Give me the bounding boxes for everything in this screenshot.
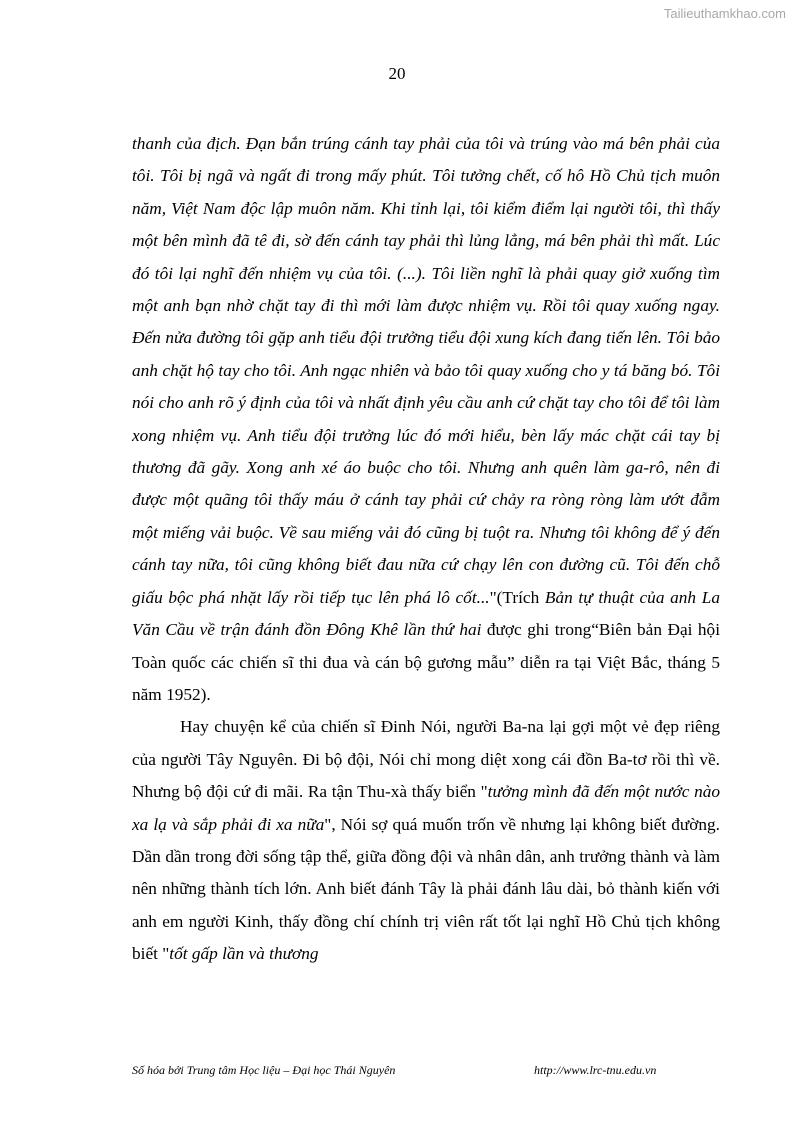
page-footer bbox=[132, 1063, 692, 1078]
paragraph-quote bbox=[132, 128, 720, 711]
paragraph-text: ", Nói sợ quá muốn trốn về nhưng lại không biết đường. Dần dần trong đời sống tập thể, giữa đồng đội và nhân dân, anh trưởng thành và làm nên những thành tích lớn. Anh biết đánh Tây là phải đánh lâu dài, bỏ thành kiến với anh em người Kinh, thấy đồng chí chính trị viên rất tốt lại nghĩ Hồ Chủ tịch không biết " bbox=[132, 814, 720, 964]
inline-quote: tốt gấp lần và thương bbox=[169, 944, 319, 964]
citation-title: Bản tự thuật của anh La Văn Cầu về trận đánh đồn Đông Khê lần thứ hai bbox=[132, 587, 720, 640]
watermark: Tailieuthamkhao.com bbox=[663, 6, 786, 21]
citation-rest: được ghi trong“Biên bản Đại hội Toàn quốc các chiến sĩ thi đua và cán bộ gương mẫu” diễn ra tại Việt Bắc, tháng 5 năm 1952). bbox=[132, 620, 720, 704]
footer-source: Số hóa bởi Trung tâm Học liệu – Đại học Thái Nguyên bbox=[132, 1063, 396, 1077]
paragraph-text: Hay chuyện kể của chiến sĩ Đinh Nói, người Ba-na lại gợi một vẻ đẹp riêng của người Tây Nguyên. Đi bộ đội, Nói chỉ mong diệt xong cái đồn Ba-tơ rồi thì về. Nhưng bộ đội cứ đi mãi. Ra tận Thu-xà thấy biển " bbox=[132, 717, 720, 802]
footer-url: http://www.lrc-tnu.edu.vn bbox=[534, 1063, 657, 1077]
page-number: 20 bbox=[388, 64, 406, 83]
inline-quote: tưởng mình đã đến một nước nào xa lạ và sắp phải đi xa nữa bbox=[132, 782, 720, 834]
quote-text: thanh của địch. Đạn bắn trúng cánh tay phải của tôi và trúng vào má bên phải của tôi. Tôi bị ngã và ngất đi trong mấy phút. Tôi tưởng chết, cố hô Hồ Chủ tịch muôn năm, Việt Nam độc lập muôn năm. Khi tỉnh lại, tôi kiểm điểm lại người tôi, thì thấy một bên mình đã tê đi, sờ đến cánh tay phải thì lủng lẳng, má bên phải thì mất. Lúc đó tôi lại nghĩ đến nhiệm vụ của tôi. (...). Tôi liền nghĩ là phải quay giở xuống tìm một anh bạn nhờ chặt tay đi thì mới làm được nhiệm vụ. Rồi tôi quay xuống ngay. Đến nửa đường tôi gặp anh tiểu đội trưởng tiểu đội xung kích đang tiến lên. Tôi bảo anh chặt hộ tay cho tôi. Anh ngạc nhiên và bảo tôi quay xuống cho y tá băng bó. Tôi nói cho anh rõ ý định của tôi và nhất định yêu cầu anh cứ chặt tay cho tôi để tôi làm xong nhiệm vụ. Anh tiểu đội trưởng lúc đó mới hiểu, bèn lấy mác chặt cái tay bị thương đã gãy. Xong anh xé áo buộc cho tôi. Nhưng anh quên làm ga-rô, nên đi được một quãng tôi thấy máu ở cánh tay phải cứ chảy ra ròng ròng làm ướt đẫm một miếng vải buộc. Về sau miếng vải đó cũng bị tuột ra. Nhưng tôi không để ý đến cánh tay nữa, tôi cũng không biết đau nữa cứ chạy lên con đường cũ. Tôi đến chỗ giấu bộc phá nhặt lấy rồi tiếp tục lên phá lô cốt... bbox=[132, 134, 720, 607]
paragraph-dinh-noi bbox=[132, 711, 720, 970]
citation-open: "(Trích bbox=[489, 587, 545, 607]
body-text bbox=[132, 128, 720, 971]
